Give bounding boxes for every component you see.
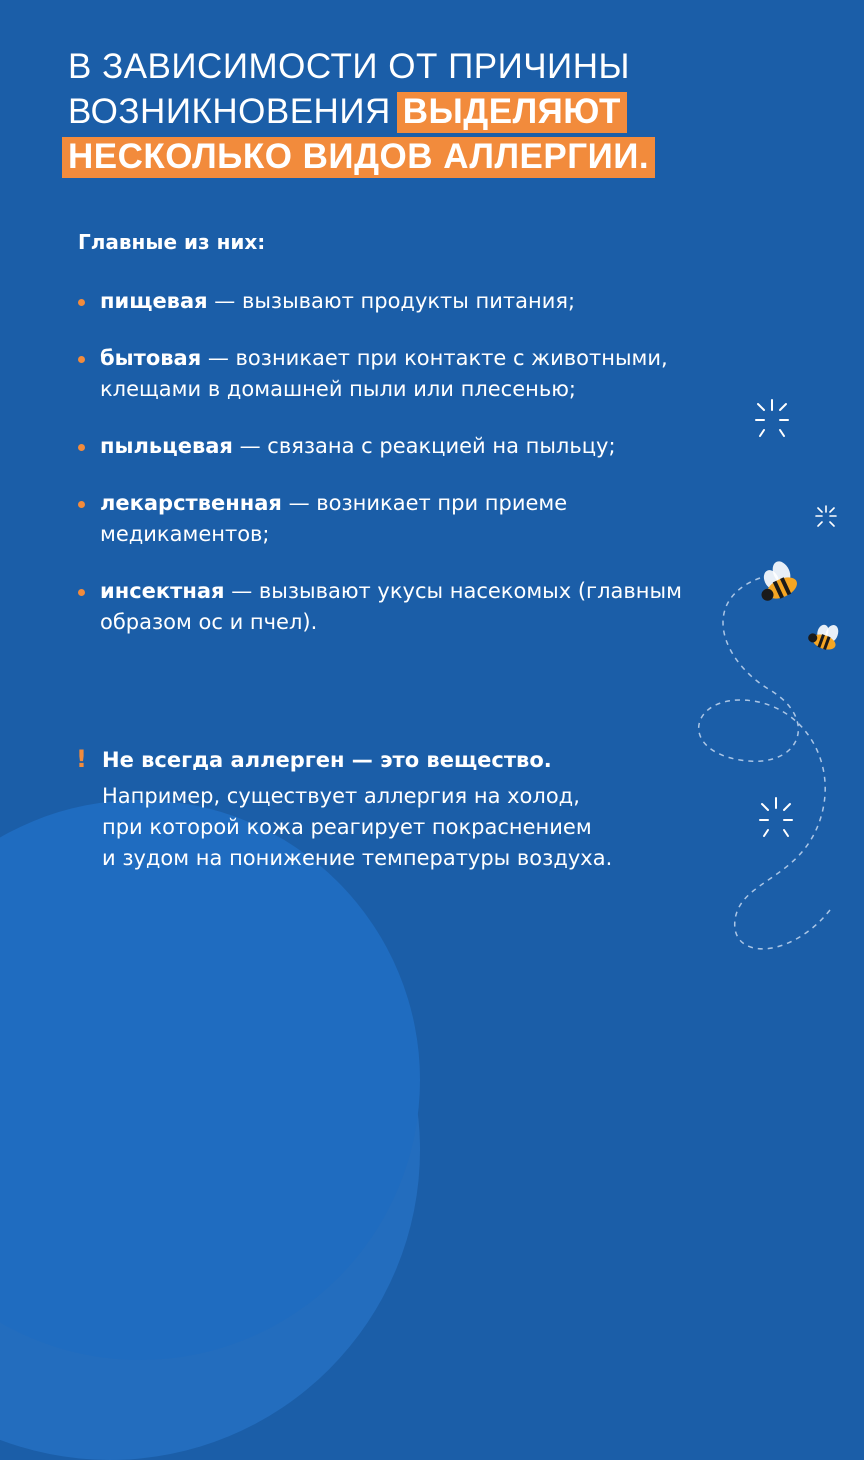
allergy-types-list [78,286,778,664]
item-term: бытовая [100,346,202,370]
item-desc: — возникает при приеме медикаментов; [100,491,568,546]
title-line-3 [68,134,655,179]
title-line-1: В ЗАВИСИМОСТИ ОТ ПРИЧИНЫ [68,47,630,86]
list-item [78,286,778,317]
sparkle-icon [816,506,836,526]
bullet-icon [78,444,85,451]
note-body: Например, существует аллергия на холод, при которой кожа реагирует покраснением и зудом на понижение температуры воздуха. [102,784,613,870]
bullet-icon [78,501,85,508]
item-term: пыльцевая [100,434,233,458]
sparkle-icon [760,798,792,836]
title-line-2 [68,89,655,134]
item-term: пищевая [100,289,208,313]
title-highlight-1: ВЫДЕЛЯЮТ [397,92,627,133]
item-desc: — связана с реакцией на пыльцу; [232,434,616,458]
bee-icon [806,618,842,652]
page-title [68,44,655,179]
item-term: лекарственная [100,491,282,515]
bullet-icon [78,356,85,363]
list-item [78,343,700,405]
exclamation-icon: ! [76,745,87,773]
note-block [76,745,756,874]
list-item [78,488,700,550]
item-desc: — возникает при контакте с животными, клещами в домашней пыли или плесенью; [100,346,668,401]
item-term: инсектная [100,579,225,603]
list-item [78,431,778,462]
bullet-icon [78,589,85,596]
item-desc: — вызывают укусы насекомых (главным образом ос и пчел). [100,579,682,634]
title-plain: ВОЗНИКНОВЕНИЯ [68,92,391,131]
note-heading: Не всегда аллерген — это вещество. [102,748,552,772]
item-desc: — вызывают продукты питания; [207,289,576,313]
list-heading: Главные из них: [78,230,266,254]
title-highlight-2: НЕСКОЛЬКО ВИДОВ АЛЛЕРГИИ. [62,137,655,178]
bullet-icon [78,299,85,306]
list-item [78,576,700,638]
